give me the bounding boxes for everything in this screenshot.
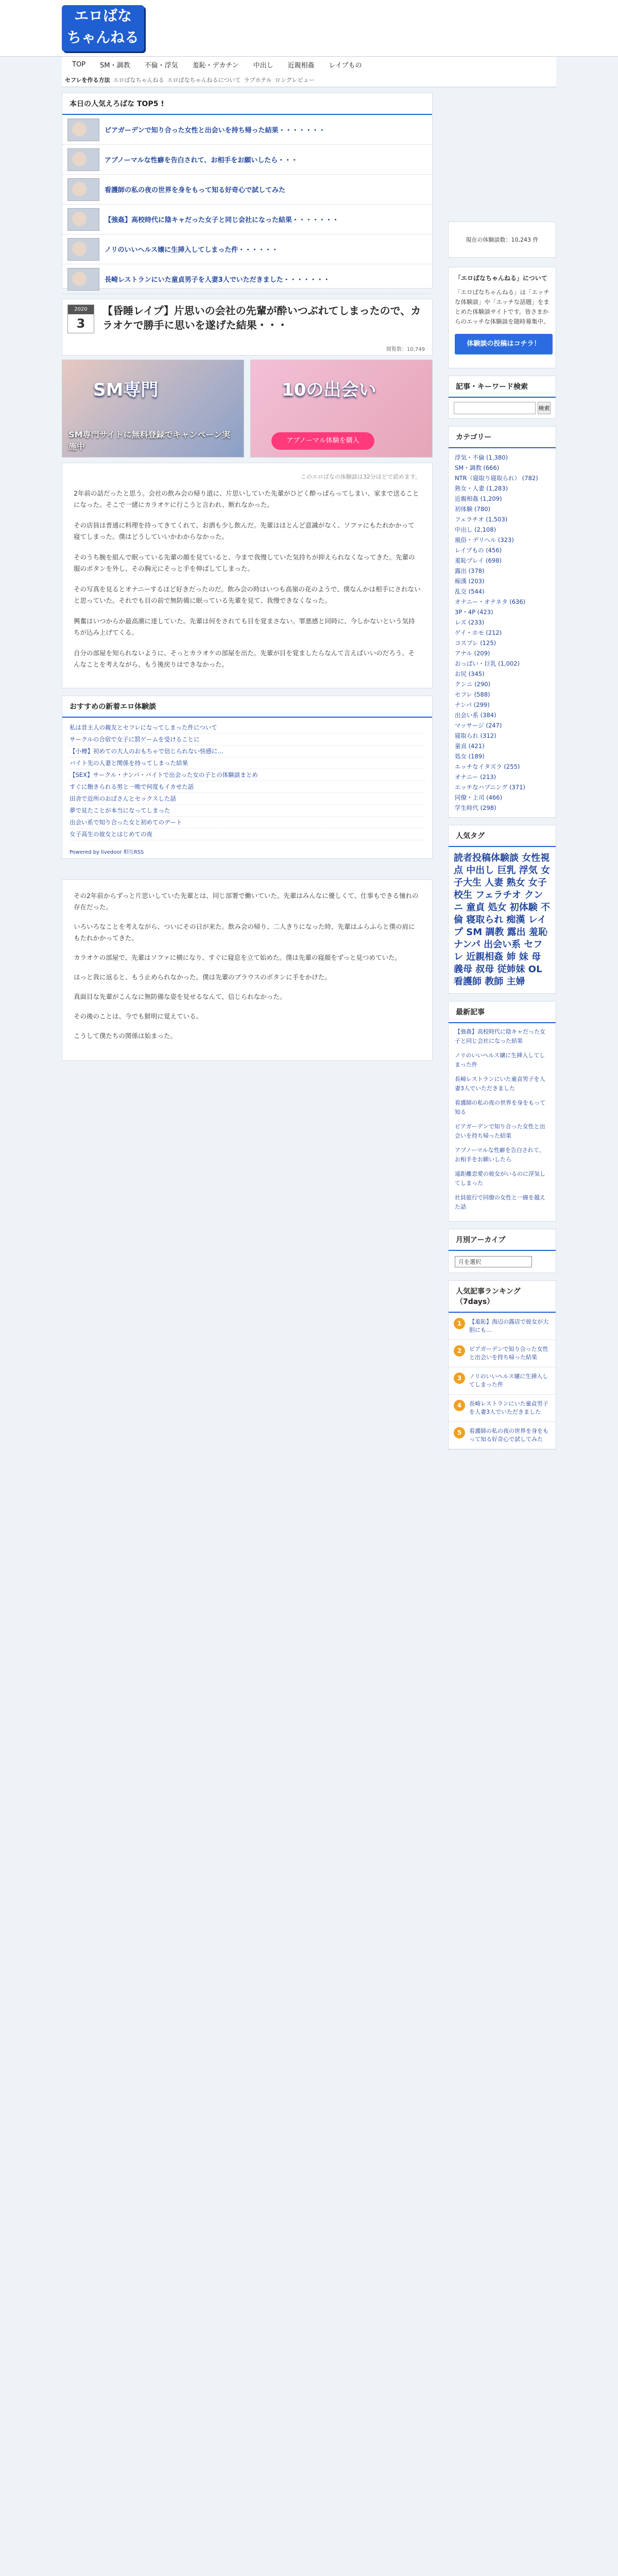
article-paragraph: カラオケの部屋で、先輩はソファに横になり、すぐに寝息を立て始めた。僕は先輩の寝顔をずっと見つめていた。 [74, 954, 402, 961]
nav-incest[interactable]: 近親相姦 [287, 61, 315, 70]
thumbnail-image[interactable] [67, 178, 99, 201]
category-link[interactable]: 初体験 (780) [455, 505, 491, 513]
category-link[interactable]: SM・調教 (666) [455, 464, 500, 471]
article-paragraph: 真面目な先輩がこんなに無防備な姿を見せるなんて、信じられなかった。 [74, 993, 286, 1001]
nav-sub-about[interactable]: エロばなちゃんねるについて [167, 77, 241, 83]
nav-sub-hotel[interactable]: ラブホテル [244, 77, 272, 83]
search-title: 記事・キーワード検索 [449, 376, 556, 398]
article-paragraph: 自分の部屋を知られないように、そっとカラオケの部屋を出た。先輩が目を覚ましたらなんて言えばいいのだろう。そんなことを考えながら、もう後戻りはできなかった。 [74, 649, 415, 668]
powered-by-link[interactable]: Powered by livedoor 相互RSS [70, 850, 144, 855]
ad-banner-sm[interactable] [62, 360, 244, 457]
top5-item[interactable]: 看護師の私の夜の世界を身をもって知る好奇心で試してみた [62, 175, 432, 205]
article-paragraph: はっと我に返ると、もう止められなかった。僕は先輩のブラウスのボタンに手をかけた。 [74, 973, 331, 981]
article-paragraph: その2年前からずっと片思いしていた先輩とは、同じ部署で働いていた。先輩はみんなに優しくて、仕事もできる憧れの存在だった。 [74, 892, 419, 911]
category-link[interactable]: 痴漢 (203) [455, 578, 485, 585]
article-title: 【昏睡レイプ】片思いの会社の先輩が酔いつぶれてしまったので、カラオケで勝手に思いを遂げた結果・・・ [102, 304, 421, 331]
recommend-title: おすすめの新着エロ体験談 [62, 696, 432, 718]
story-count: 現在の体験談数：10,243 件 [448, 222, 556, 258]
ranking-title: 人気記事ランキング（7days） [449, 1281, 556, 1313]
category-link[interactable]: 風俗・デリヘル (323) [455, 536, 514, 544]
date-day: 3 [76, 316, 85, 331]
recommend-link[interactable]: 私は昔主人の親友とセフレになってしまった件について [70, 722, 425, 734]
top5-item[interactable]: ノリのいいヘルス嬢に生挿入してしまった件・・・・・・ [62, 234, 432, 264]
read-time: このエロばなの体験談は32分ほどで読めます。 [300, 473, 421, 480]
search-box [448, 376, 556, 419]
ad-banners [62, 360, 433, 457]
latest-article-link[interactable]: ノリのいいヘルス嬢に生挿入してしまった件 [455, 1052, 545, 1068]
search-input[interactable] [454, 402, 536, 414]
banner-headline: SM専門 [93, 380, 159, 400]
nav-affair[interactable]: 不倫・浮気 [144, 61, 178, 70]
ranking-item[interactable] [449, 1395, 556, 1422]
top5-item[interactable]: アブノーマルな性癖を告白されて、お相手をお願いしたら・・・ [62, 145, 432, 175]
thumbnail-image[interactable] [67, 238, 99, 261]
archive-box [448, 1229, 556, 1273]
ranking-link[interactable]: 【羞恥】海辺の露店で彼女が大胆にも... [469, 1318, 548, 1333]
rank-number: 2 [454, 1345, 465, 1357]
thumbnail-image[interactable] [67, 208, 99, 231]
ranking-link[interactable]: 長崎レストランにいた童貞男子を人妻3人でいただきました [469, 1400, 548, 1415]
category-link[interactable]: フェラチオ (1,503) [455, 516, 508, 523]
banner-cta-button[interactable]: アブノーマル体験を購入 [271, 432, 374, 450]
site-header [0, 0, 618, 57]
thumbnail-image[interactable] [67, 118, 99, 141]
category-link[interactable]: ナンパ (299) [455, 701, 490, 708]
category-link[interactable]: 学生時代 (298) [455, 804, 496, 811]
nav-top[interactable]: TOP [72, 60, 86, 69]
ranking-link[interactable]: ノリのいいヘルス嬢に生挿入してしまった件 [469, 1373, 548, 1388]
latest-article-link[interactable]: アブノーマルな性癖を告白されて、お相手をお願いしたら [455, 1147, 545, 1163]
recommend-link[interactable]: 女子高生の彼女とはじめての夜 [70, 828, 425, 840]
ranking-box [448, 1280, 556, 1450]
category-link[interactable]: オナニー・オナネタ (636) [455, 598, 526, 605]
nav-shame[interactable]: 羞恥・デカチン [192, 61, 239, 70]
nav-rape[interactable]: レイプもの [329, 61, 362, 70]
logo-line-2: ちゃんねる [66, 29, 139, 46]
category-link[interactable]: エッチなハプニング (371) [455, 784, 526, 791]
article-paragraph: そのうち腕を組んで眠っている先輩の顔を見ていると、今まで我慢していた気持ちが抑えられなくなってきた。先輩の服のボタンを外し、その胸元にそっと手を伸ばしてしまった。 [74, 553, 415, 572]
latest-article-link[interactable]: 長崎レストランにいた童貞男子を人妻3人でいただきました [455, 1076, 545, 1092]
sidebar [448, 222, 556, 1450]
rank-number: 4 [454, 1400, 465, 1411]
article-body-continued [62, 879, 433, 1061]
latest-article-link[interactable]: 遠距離恋愛の彼女がいるのに浮気してしまった [455, 1171, 545, 1187]
search-button[interactable]: 検索 [538, 402, 551, 414]
category-link[interactable]: エッチなイタズラ (255) [455, 763, 520, 770]
recommend-box [62, 696, 433, 859]
category-link[interactable]: 露出 (378) [455, 567, 485, 574]
category-link[interactable]: 乱交 (544) [455, 588, 485, 595]
recommend-link[interactable]: 夢で見たことが本当になってしまった [70, 805, 425, 817]
article-meta: 閲覧数：10,749 [386, 347, 425, 352]
category-link[interactable]: コスプレ (125) [455, 639, 496, 647]
category-link[interactable]: 3P・4P (423) [455, 608, 493, 616]
category-link[interactable]: 熟女・人妻 (1,283) [455, 485, 508, 492]
article-paragraph: こうして僕たちの関係は始まった。 [74, 1032, 177, 1040]
ranking-item[interactable] [449, 1367, 556, 1395]
top5-title: 本日の人気えろばな TOP5 ! [62, 93, 432, 115]
article-paragraph: その店員は普通に料理を持ってきてくれて、お酒も少し飲んだ。先輩はほとんど意識がなく、ソファにもたれかかって寝てしまった。僕はどうしていいかわからなかった。 [74, 521, 415, 540]
recommend-link[interactable]: サークルの合宿で女子に罰ゲームを受けることに [70, 734, 425, 745]
article-paragraph: その後のことは、今でも鮮明に覚えている。 [74, 1012, 203, 1020]
category-link[interactable]: おっぱい・巨乳 (1,002) [455, 660, 520, 667]
nav-sub-review[interactable]: ロングレビュー [274, 77, 315, 83]
article-paragraph: 2年前の話だったと思う。会社の飲み会の帰り道に、片思いしていた先輩がひどく酔っぱらってしまい、家まで送ることになった。そこで一緒にカラオケに行こうと言われ、断れなかった。 [74, 489, 419, 509]
category-link[interactable]: オナニー (213) [455, 773, 496, 781]
archive-select[interactable]: 月を選択 [455, 1256, 532, 1267]
ranking-link[interactable]: 看護師の私の夜の世界を身をもって知る好奇心で試してみた [469, 1428, 548, 1443]
article-body [62, 463, 433, 688]
thumbnail-image[interactable] [67, 268, 99, 291]
about-title: 「エロばなちゃんねる」について [455, 275, 547, 282]
ranking-item[interactable] [449, 1422, 556, 1449]
banner-headline: 10の出会い [282, 380, 376, 400]
top5-box [62, 93, 433, 289]
recommend-link[interactable]: すぐに飽きられる男と一晩で何度もイカせた話 [70, 781, 425, 793]
recommend-link[interactable]: 【小樽】初めての大人のおもちゃで信じられない快感に... [70, 745, 425, 757]
category-link[interactable]: 同僚・上司 (466) [455, 794, 503, 801]
category-link[interactable]: 寝取られ (312) [455, 732, 496, 739]
tag-cloud[interactable]: 読者投稿体験談 女性視点 中出し 巨乳 浮気 女子大生 人妻 熟女 女子校生 フェラチオ クンニ 童貞 処女 初体験 不倫 寝取られ 痴漢 レイプ SM 調教 露出 羞恥 ナンパ 出会い系 セフレ 近親相姦 姉 妹 母 義母 叔母 従姉妹 OL 看護師 教師 主婦 [454, 853, 551, 987]
rank-number: 3 [454, 1372, 465, 1384]
banner-caption: SM専門サイトに無料登録でキャンペーン実施中 [68, 430, 231, 451]
global-nav [62, 57, 556, 88]
site-logo[interactable] [62, 5, 144, 52]
category-link[interactable]: レイプもの (456) [455, 547, 502, 554]
main-column [62, 93, 433, 1061]
nav-sm[interactable]: SM・調教 [100, 61, 130, 70]
category-link[interactable]: 羞恥プレイ (698) [455, 557, 502, 564]
ranking-link[interactable]: ピアガーデンで知り合った女性と出会いを持ち帰った結果 [469, 1346, 548, 1361]
recommend-link[interactable]: 【SEX】サークル・ナンパ・バイトで出会った女の子との体験談まとめ [70, 769, 425, 781]
top5-item[interactable]: 【強姦】高校時代に陰キャだった女子と同じ会社になった結果・・・・・・・ [62, 205, 432, 234]
archive-title: 月別アーカイブ [449, 1229, 556, 1251]
about-text: 「エロばなちゃんねる」は「エッチな体験談」や「エッチな話題」をまとめた体験談サイトです。皆さまからのエッチな体験談を随時募集中。 [455, 289, 550, 325]
category-link[interactable]: セフレ (588) [455, 691, 490, 698]
logo-line-1: エロばな [74, 7, 132, 24]
latest-article-link[interactable]: 社員旅行で同僚の女性と一線を越えた話 [455, 1194, 545, 1210]
latest-article-link[interactable]: 看護師の私の夜の世界を身をもって知る [455, 1099, 545, 1115]
ranking-item[interactable] [449, 1313, 556, 1340]
post-story-button[interactable]: 体験談の投稿はコチラ！ [455, 334, 553, 354]
top5-item[interactable]: ピアガーデンで知り合った女性と出会いを持ち帰った結果・・・・・・・ [62, 115, 432, 145]
top5-item[interactable]: 長崎レストランにいた童貞男子を人妻3人でいただきました・・・・・・・ [62, 264, 432, 294]
category-link[interactable]: レズ (233) [455, 619, 485, 626]
category-link[interactable]: 出会い系 (384) [455, 711, 496, 719]
category-link[interactable]: 処女 (189) [455, 753, 485, 760]
category-link[interactable]: 浮気・不倫 (1,380) [455, 454, 508, 461]
category-link[interactable]: クンニ (290) [455, 681, 491, 688]
about-box [448, 267, 556, 368]
category-title: カテゴリー [449, 427, 556, 448]
category-link[interactable]: 中出し (2,108) [455, 526, 496, 533]
category-link[interactable]: NTR（寝取り寝取られ） (782) [455, 474, 538, 482]
tag-box [448, 825, 556, 994]
latest-article-link[interactable]: 【強姦】高校時代に陰キャだった女子と同じ会社になった結果 [455, 1028, 545, 1044]
tag-title: 人気タグ [449, 825, 556, 847]
recommend-link[interactable]: 出会い系で知り合った女と初めてのデート [70, 817, 425, 828]
latest-box [448, 1001, 556, 1222]
article-header [62, 299, 433, 355]
category-box [448, 426, 556, 818]
category-link[interactable]: マッサージ (247) [455, 722, 502, 729]
category-link[interactable]: 近親相姦 (1,209) [455, 495, 502, 502]
category-link[interactable]: お尻 (345) [455, 670, 485, 677]
rank-number: 5 [454, 1427, 465, 1438]
latest-article-link[interactable]: ピアガーデンで知り合った女性と出会いを持ち帰った結果 [455, 1123, 545, 1139]
ad-banner-dating[interactable] [250, 360, 433, 457]
article-paragraph: いろいろなことを考えながら、ついにその日が来た。飲み会の帰り、二人きりになった時、先輩はふらふらと僕の肩にもたれかかってきた。 [74, 923, 415, 942]
ranking-item[interactable] [449, 1340, 556, 1367]
nav-sub-site[interactable]: エロばなちゃんねる [113, 77, 164, 83]
recommend-link[interactable]: バイト先の人妻と関係を持ってしまった結果 [70, 757, 425, 769]
article-paragraph: 興奮はいつからか最高潮に達していた。先輩は何をされても目を覚まさない。罪悪感と同時に、今しかないという気持ちが込み上げてくる。 [74, 617, 415, 636]
latest-title: 最新記事 [449, 1002, 556, 1023]
nav-sub-sefure[interactable]: セフレを作る方法 [65, 77, 110, 83]
category-link[interactable]: 童貞 (421) [455, 742, 485, 750]
article-paragraph: その写真を見るとオナニーするほど好きだったのだ。飲み会の時はいつも高嶺の花のようで、僕なんかは相手にされないと思っていた。それでも目の前で無防備に眠っている先輩を見て、我慢できなくなった。 [74, 585, 421, 604]
category-link[interactable]: アナル (209) [455, 650, 490, 657]
thumbnail-image[interactable] [67, 148, 99, 171]
date-year: 2020 [68, 305, 94, 314]
rank-number: 1 [454, 1318, 465, 1329]
category-link[interactable]: ゲイ・ホモ (212) [455, 629, 502, 636]
article-date [67, 304, 94, 333]
recommend-link[interactable]: 田舎で近所のおばさんとセックスした話 [70, 793, 425, 805]
nav-creampie[interactable]: 中出し [253, 61, 273, 70]
